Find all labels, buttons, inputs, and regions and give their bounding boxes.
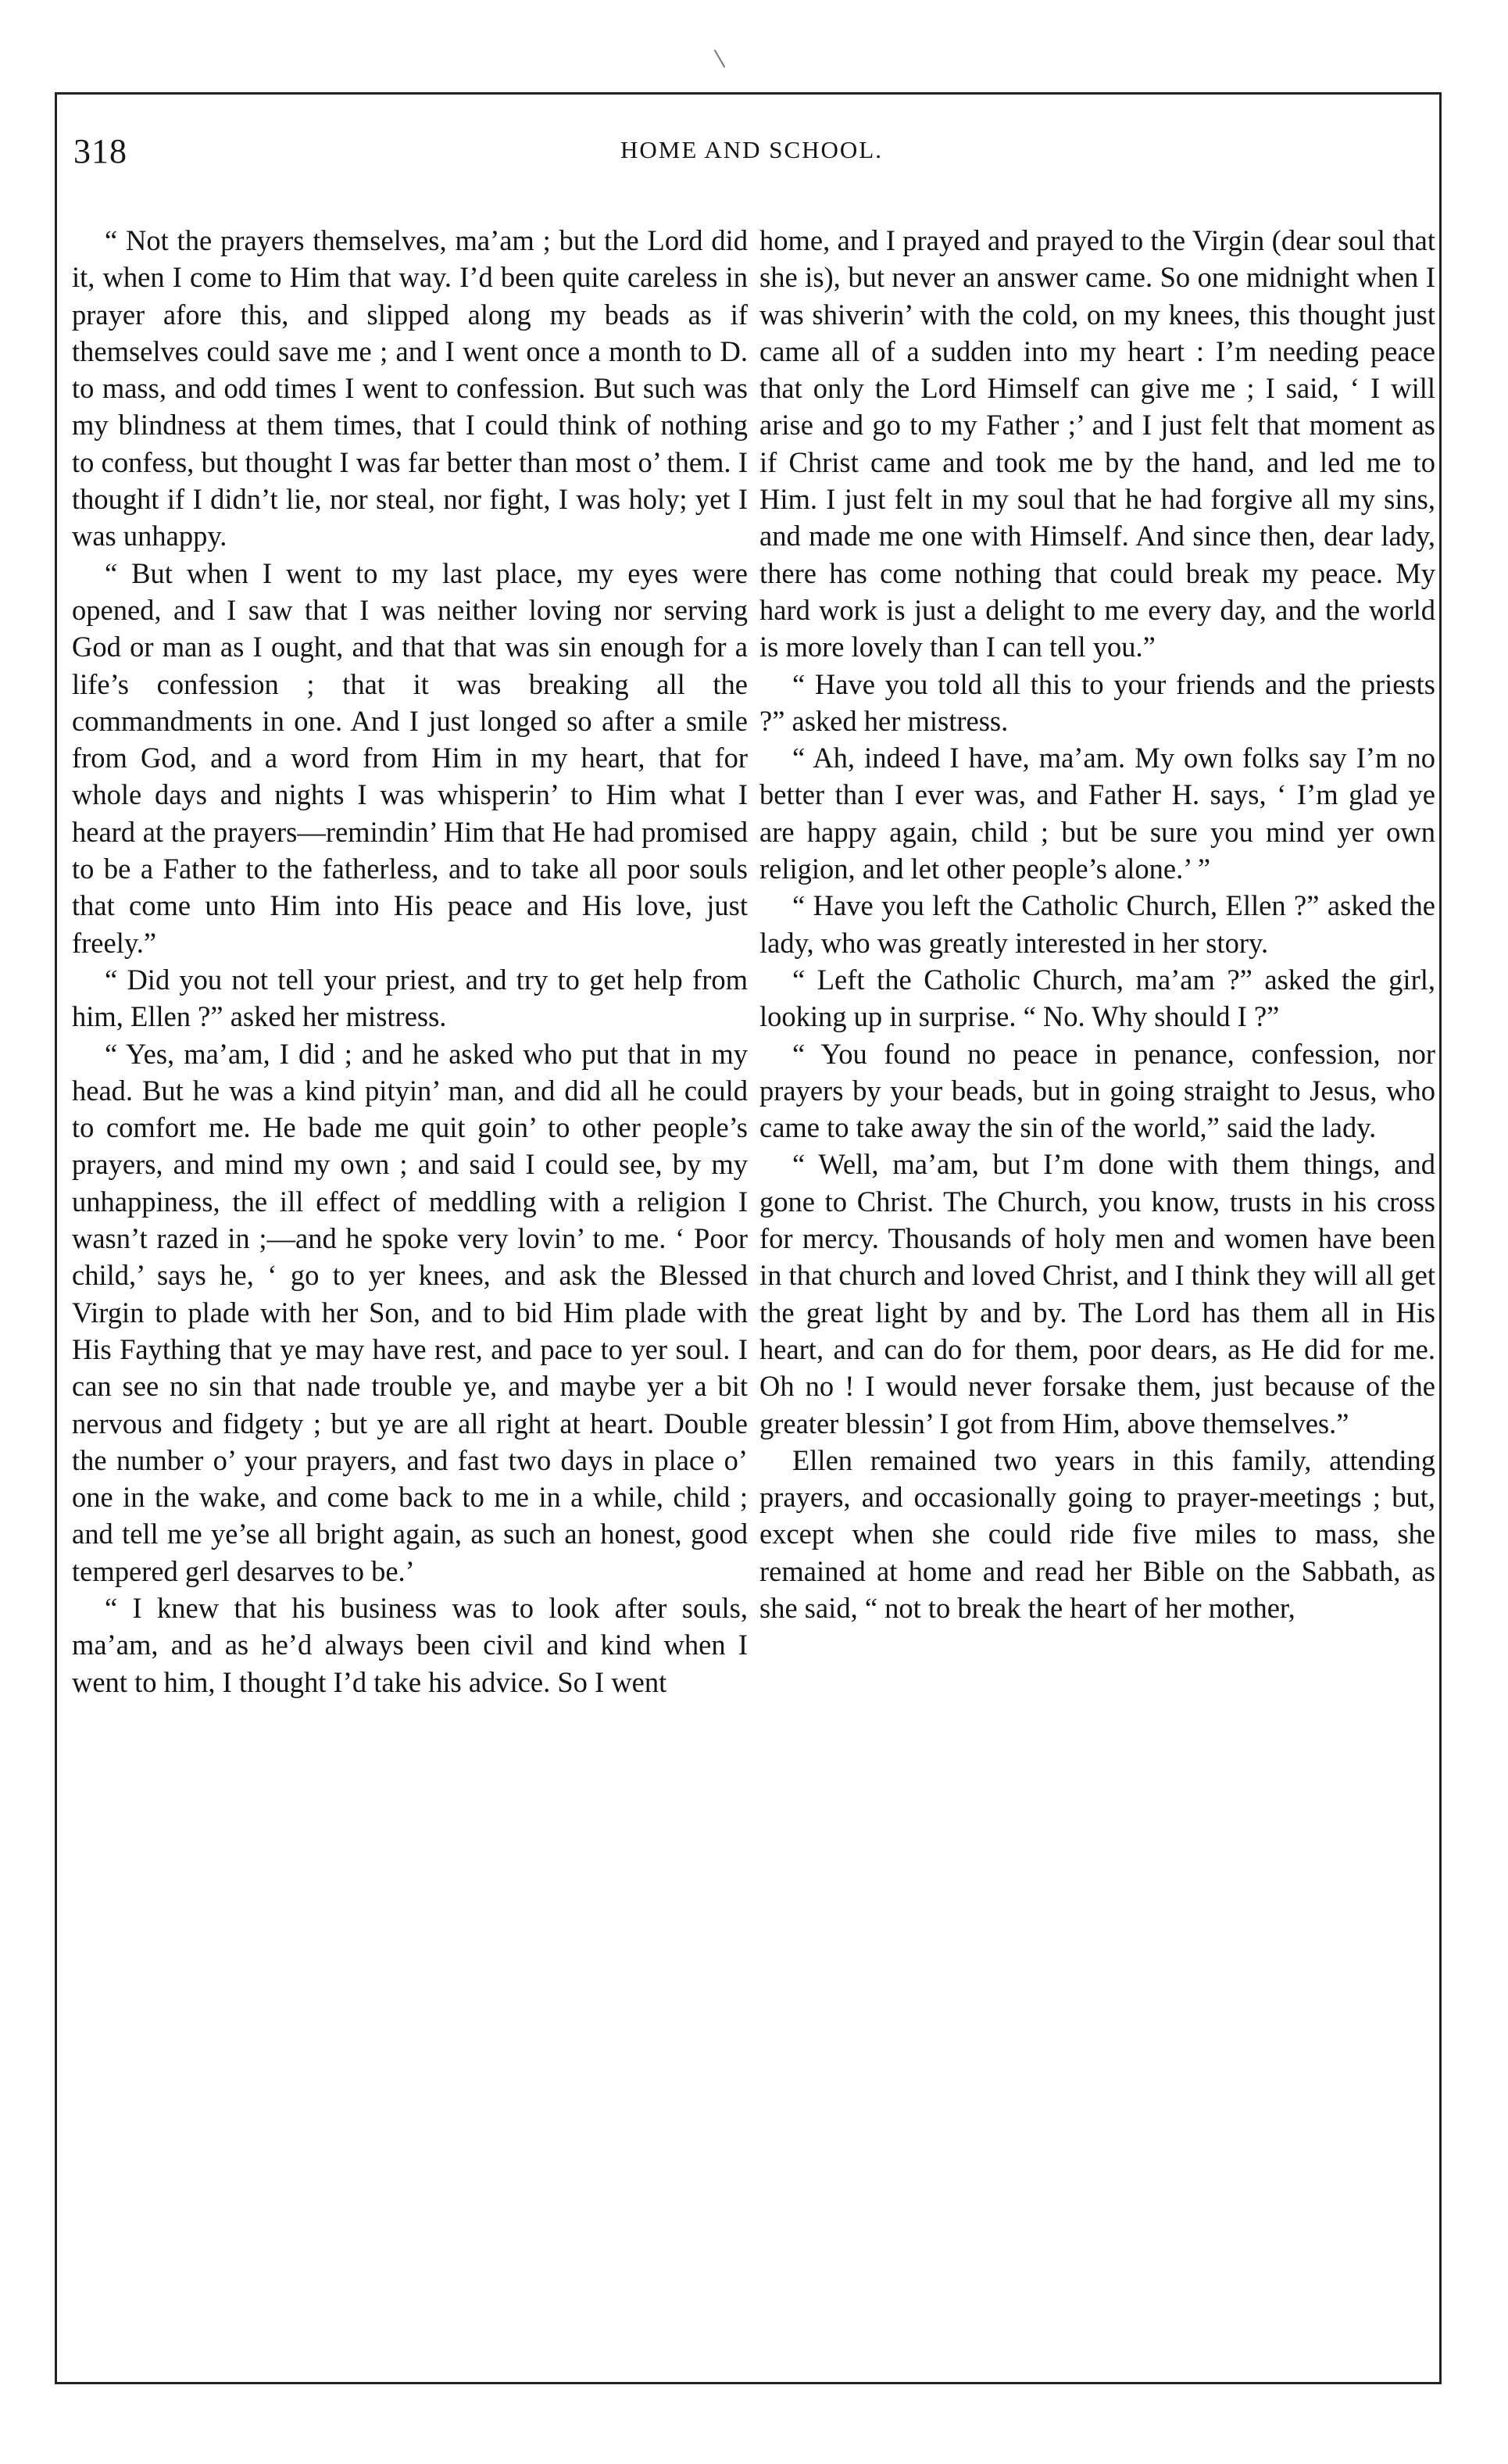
paragraph: “ I knew that his business was to look after souls, ma’am, and as he’d always been civil and kind when I went to him, I thought I’d take his advice. So I went (72, 1591, 748, 1698)
page-header (64, 131, 1439, 178)
right-column (759, 222, 1435, 1626)
paragraph: “ Yes, ma’am, I did ; and he asked who put that in my head. But he was a kind pityin’ man, and did all he could to comfort me. He bade me quit goin’ to other people’s prayers, and mind my own ; and said I could see, by my unhappiness, the ill effect of meddling with a religion I wasn’t razed in ;—and he spoke very lovin’ to me. ‘ Poor child,’ says he, ‘ go to yer knees, and ask the Blessed Virgin to plade with her Son, and to bid Him plade with His Faything that ye may have rest, and pace to yer soul. I can see no sin that nade trouble ye, and maybe yer a bit nervous and fidgety ; but ye are all right at heart. Double the number o’ your prayers, and fast two days in place o’ one in the wake, and come back to me in a while, child ; and tell me ye’se all bright again, as such an honest, good tempered gerl desarves to be.’ (72, 1037, 748, 1587)
paragraph: “ Have you left the Catholic Church, Ellen ?” asked the lady, who was greatly interested in her story. (759, 889, 1435, 959)
paragraph: “ Not the prayers themselves, ma’am ; but the Lord did it, when I come to Him that way. I’d been quite careless in prayer afore this, and slipped along my beads as if themselves could save me ; and I went once a month to D. to mass, and odd times I went to confession. But such was my blindness at them times, that I could think of nothing to confess, but thought I was far better than most o’ them. I thought if I didn’t lie, nor steal, nor fight, I was holy; yet I was unhappy. (72, 224, 748, 553)
left-column (72, 222, 748, 1700)
paragraph: home, and I prayed and prayed to the Virgin (dear soul that she is), but never an answer came. So one midnight when I was shiverin’ with the cold, on my knees, this thought just came all of a sudden into my heart : I’m needing peace that only the Lord Himself can give me ; I said, ‘ I will arise and go to my Father ;’ and I just felt that moment as if Christ came and took me by the hand, and led me to Him. I just felt in my soul that he had forgive all my sins, and made me one with Himself. And since then, dear lady, there has come nothing that could break my peace. My hard work is just a delight to me every day, and the world is more lovely than I can tell you.” (759, 224, 1435, 663)
running-title: HOME AND SCHOOL. (620, 136, 883, 163)
ink-mark (714, 49, 726, 68)
paragraph: “ Left the Catholic Church, ma’am ?” asked the girl, looking up in surprise. “ No. Why should I ?” (759, 963, 1435, 1033)
paragraph: “ Ah, indeed I have, ma’am. My own folks say I’m no better than I ever was, and Father H. says, ‘ I’m glad ye are happy again, child ; but be sure you mind yer own religion, and let other people’s alone.’ ” (759, 742, 1435, 885)
page-number: 318 (73, 132, 127, 170)
bottom-rule (55, 2382, 1442, 2384)
paragraph: “ Did you not tell your priest, and try to get help from him, Ellen ?” asked her mistress. (72, 963, 748, 1033)
paragraph: “ Well, ma’am, but I’m done with them things, and gone to Christ. The Church, you know, trusts in his cross for mercy. Thousands of holy men and women have been in that church and loved Christ, and I think they will all get the great light by and by. The Lord has them all in His heart, and can do for them, poor dears, as He did for me. Oh no ! I would never forsake them, just because of the greater blessin’ I got from Him, above themselves.” (759, 1148, 1435, 1439)
paragraph: “ But when I went to my last place, my eyes were opened, and I saw that I was neither loving nor serving God or man as I ought, and that that was sin enough for a life’s confession ; that it was breaking all the commandments in one. And I just longed so after a smile from God, and a word from Him in my heart, that for whole days and nights I was whisperin’ to Him what I heard at the prayers—remindin’ Him that He had promised to be a Father to the fatherless, and to take all poor souls that come unto Him into His peace and His love, just freely.” (72, 556, 748, 959)
paragraph: Ellen remained two years in this family, attending prayers, and occasionally going to prayer-meetings ; but, except when she could ride five miles to mass, she remained at home and read her Bible on the Sabbath, as she said, “ not to break the heart of her mother, (759, 1443, 1435, 1624)
paragraph: “ You found no peace in penance, confession, nor prayers by your beads, but in going straight to Jesus, who came to take away the sin of the world,” said the lady. (759, 1037, 1435, 1144)
paragraph: “ Have you told all this to your friends and the priests ?” asked her mistress. (759, 667, 1435, 737)
